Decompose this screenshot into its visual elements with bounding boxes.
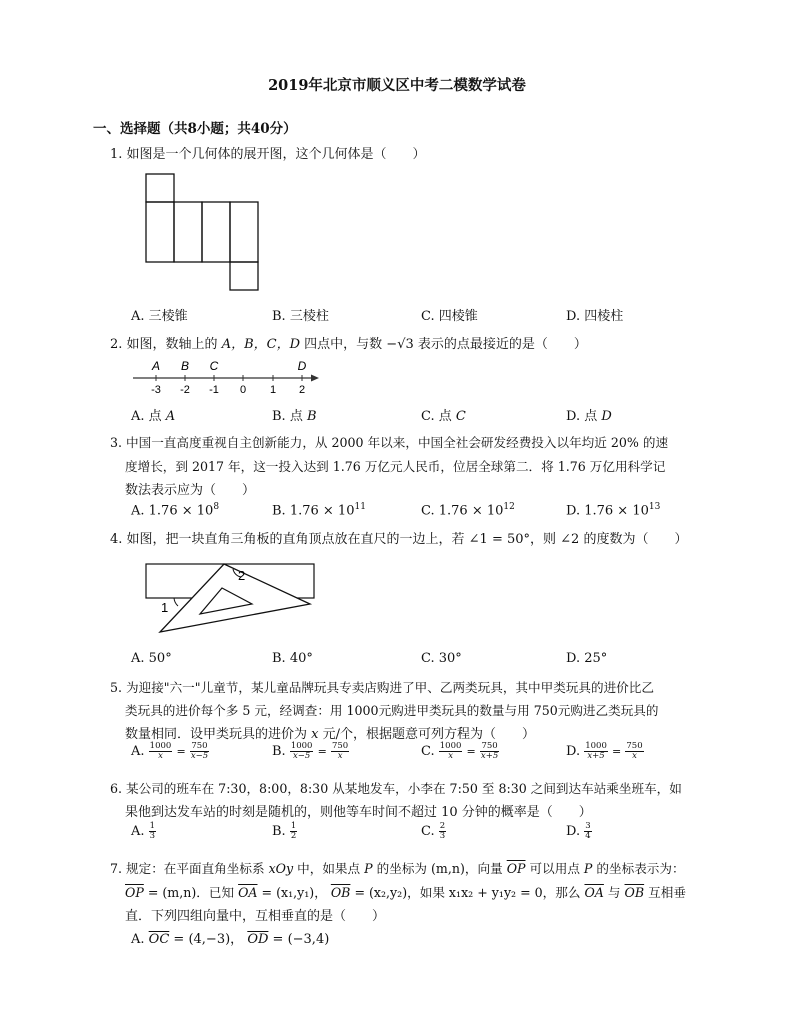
q7-line-3: 直．下列四组向量中，互相垂直的是（ ）	[125, 909, 386, 924]
q3-line-1: 3. 中国一直高度重视自主创新能力，从 2000 年以来，中国全社会研发经费投入以年均近 20% 的速	[110, 435, 669, 450]
q1-option-a[interactable]: A. 三棱锥	[131, 309, 188, 324]
axis-letter-a: A	[151, 359, 161, 373]
q6-c-num: 2	[439, 821, 446, 831]
q2-option-b[interactable]	[272, 405, 317, 424]
q5-option-d[interactable]: D. $\frac{1000}{x+5}$ = $\frac{750}{x}$	[566, 741, 643, 761]
q2-stem-number: −√3	[386, 337, 414, 352]
net-square-1	[146, 202, 174, 262]
q3-option-a-exp: 8	[213, 502, 220, 512]
q2-option-a-letter: A	[165, 409, 176, 424]
section-heading: 一、选择题（共8小题；共40分）	[93, 121, 297, 137]
q7-option-a-label: A.	[131, 932, 145, 947]
net-square-3	[202, 202, 230, 262]
net-square-4	[230, 202, 258, 262]
q7-l1-xoy: xOy	[268, 861, 294, 876]
axis-tick-2: 2	[298, 384, 306, 396]
q3-option-b-exp: 11	[354, 502, 366, 512]
q1-option-b[interactable]: B. 三棱柱	[272, 309, 329, 324]
q7-l1-text-e: 的坐标为	[376, 861, 427, 876]
q5-c-left-num: 1000	[439, 741, 462, 751]
q5-line-2: 类玩具的进价每个多 5 元，经调查：用 1000元购进甲类玩具的数量与用 750元购进乙类玩具的	[125, 703, 659, 718]
q4-stem: 4. 如图，把一块直角三角板的直角顶点放在直尺的一边上，若 ∠1 = 50°，则 ∠2 的度数为（ ）	[110, 532, 688, 547]
q5-c-right-den: x+5	[480, 751, 499, 761]
q4-option-d[interactable]: D. 25°	[566, 651, 608, 666]
q7-option-a-text-2: = (−3,4)	[272, 932, 330, 947]
q7-l1-p2: P	[583, 861, 593, 876]
q2-option-c[interactable]	[421, 405, 466, 424]
axis-tick-1: 1	[269, 384, 277, 396]
q2-option-b-prefix: B. 点	[272, 409, 303, 424]
q6-line-2: 果他到达发车站的时刻是随机的，则他等车时间不超过 10 分钟的概率是（ ）	[125, 805, 592, 820]
q5-option-d-label: D.	[566, 744, 581, 759]
q3-option-a-base: A. 1.76 × 10	[131, 503, 214, 519]
q6-a-num: 1	[149, 821, 156, 831]
q2-stem-text-1: 2. 如图，数轴上的	[110, 337, 218, 352]
q5-line-3-text-2: 元/个，根据题意可列方程为（ ）	[322, 727, 536, 742]
q3-option-b[interactable]	[272, 502, 366, 518]
q2-option-a-prefix: A. 点	[131, 409, 162, 424]
q5-c-left-den: x	[448, 751, 453, 761]
q6-option-b[interactable]	[272, 822, 297, 841]
q7-option-a-vec-oc: $\overline{OC}$	[148, 932, 170, 947]
axis-letter-b: B	[180, 359, 190, 373]
q3-option-c-base: C. 1.76 × 10	[421, 503, 504, 519]
angle-1-label: 1	[161, 600, 169, 615]
q7-l1-text-a: 7. 规定：在平面直角坐标系	[110, 861, 265, 876]
q7-l2-vec-oa2: $\overline{OA}$	[584, 885, 604, 900]
q2-option-b-letter: B	[306, 409, 317, 424]
q5-b-left-num: 1000	[290, 741, 313, 751]
q6-b-den: 2	[290, 831, 297, 841]
q5-line-1: 5. 为迎接"六一"儿童节，某儿童品牌玩具专卖店购进了甲、乙两类玩具，其中甲类玩具的进价比乙	[110, 680, 654, 695]
q6-d-den: 4	[585, 831, 591, 841]
q7-l2-vec-ob2: $\overline{OB}$	[624, 885, 645, 900]
q6-option-d[interactable]	[566, 822, 592, 841]
q5-a-right-num: 750	[191, 741, 208, 751]
q2-option-d-letter: D	[601, 409, 612, 424]
q7-option-a-vec-od: $\overline{OD}$	[247, 932, 269, 947]
q7-l1-text-k: 的坐标表示为：	[596, 861, 685, 876]
q2-stem-points: A，B，C，D	[221, 337, 300, 352]
q6-option-b-label: B.	[272, 824, 286, 839]
q6-c-den: 3	[439, 831, 446, 841]
q3-option-c-exp: 12	[503, 502, 515, 512]
q3-option-c[interactable]	[421, 502, 515, 518]
q6-d-num: 3	[585, 821, 591, 831]
q2-option-d[interactable]	[566, 405, 612, 424]
q7-l2-vec-oa: $\overline{OA}$	[238, 885, 258, 900]
q7-l1-text-i: 可以用点	[529, 861, 580, 876]
q5-b-right-den: x	[337, 751, 343, 761]
q5-d-left-num: 1000	[585, 741, 607, 751]
q6-a-den: 3	[149, 831, 156, 841]
q4-ruler-triangle-figure	[140, 560, 320, 640]
q6-option-c-label: C.	[421, 824, 435, 839]
q2-option-a[interactable]	[131, 405, 175, 424]
q5-c-right-num: 750	[481, 741, 498, 751]
q3-line-2: 度增长，到 2017 年，这一投入达到 1.76 万亿元人民币，位居全球第二．将 1.76 万亿用科学记	[125, 459, 666, 474]
q5-b-left-den: x−5	[292, 751, 311, 761]
q5-a-right-den: x−5	[190, 751, 209, 761]
q6-option-a[interactable]	[131, 822, 156, 841]
q7-line-2	[125, 882, 686, 901]
q7-l2-text-d: = (x₁,y₁)，	[261, 885, 327, 900]
axis-letter-d: D	[297, 359, 307, 373]
axis-letter-c: C	[209, 359, 219, 373]
q7-l1-text-g: ，向量	[464, 861, 503, 876]
q3-option-d[interactable]	[566, 502, 660, 518]
q5-option-a-label: A.	[131, 744, 145, 759]
q6-option-c[interactable]	[421, 822, 446, 841]
q5-option-c[interactable]: C. $\frac{1000}{x}$ = $\frac{750}{x+5}$	[421, 741, 499, 761]
q5-d-right-num: 750	[626, 741, 643, 751]
q7-l2-vec-ob: $\overline{OB}$	[330, 885, 351, 900]
q7-l2-text-f: = (x₂,y₂)，如果 x₁x₂ + y₁y₂ = 0，那么	[354, 885, 581, 900]
q7-l2-text-h: 与	[607, 885, 621, 900]
q1-option-d[interactable]: D. 四棱柱	[566, 309, 624, 324]
q2-number-line	[125, 356, 325, 398]
q7-l1-p: P	[364, 861, 373, 876]
net-square-top	[146, 174, 174, 202]
q5-line-3-text-1: 数量相同．设甲类玩具的进价为	[125, 727, 308, 742]
net-square-bottom	[230, 262, 258, 290]
q5-option-c-label: C.	[421, 744, 435, 759]
net-square-2	[174, 202, 202, 262]
q5-line-3	[125, 723, 535, 742]
q2-option-d-prefix: D. 点	[566, 409, 598, 424]
q4-option-a[interactable]: A. 50°	[131, 651, 172, 666]
q5-option-a[interactable]: A. $\frac{1000}{x}$ = $\frac{750}{x-5}$	[131, 741, 209, 761]
q6-b-num: 1	[290, 821, 297, 831]
q2-stem-text-2: 四点中，与数	[304, 337, 383, 352]
axis-tick-neg2: -2	[180, 384, 190, 396]
q3-option-d-base: D. 1.76 × 10	[566, 503, 649, 519]
q5-d-right-den: x	[632, 751, 637, 761]
q3-line-3: 数法表示应为（ ）	[125, 483, 256, 498]
q5-line-3-var: x	[311, 727, 319, 742]
q7-option-a-text-1: = (4,−3)，	[173, 932, 244, 947]
q6-line-1: 6. 某公司的班车在 7:30，8:00，8:30 从某地发车，小李在 7:50 至 8:30 之间到达车站乘坐班车，如	[110, 781, 682, 796]
q1-option-c[interactable]: C. 四棱锥	[421, 309, 478, 324]
q3-option-a[interactable]	[131, 502, 219, 518]
q7-l1-mn: (m,n)	[431, 861, 465, 876]
q2-option-c-prefix: C. 点	[421, 409, 452, 424]
q7-l1-text-c: 中，如果点	[297, 861, 361, 876]
q5-b-right-num: 750	[331, 741, 349, 751]
axis-tick-neg3: -3	[151, 384, 161, 396]
q2-stem	[110, 333, 587, 352]
q2-stem-text-3: 表示的点最接近的是（ ）	[417, 337, 587, 352]
q6-option-a-label: A.	[131, 824, 145, 839]
q6-option-d-label: D.	[566, 824, 581, 839]
q7-l2-text-j: 互相垂	[648, 885, 686, 900]
q7-line-1	[110, 858, 685, 877]
angle-2-label: 2	[238, 568, 246, 583]
q1-net-figure	[140, 172, 270, 292]
q1-stem: 1. 如图是一个几何体的展开图，这个几何体是（ ）	[110, 147, 426, 162]
q2-option-c-letter: C	[455, 409, 466, 424]
axis-tick-0: 0	[239, 384, 247, 396]
q5-a-left-den: x	[158, 751, 163, 761]
q7-option-a[interactable]	[131, 928, 329, 947]
q7-l1-vec-op: $\overline{OP}$	[506, 861, 526, 876]
q7-l2-text-b: = (m,n)．已知	[147, 885, 235, 900]
q3-option-d-exp: 13	[648, 502, 661, 512]
q5-option-b[interactable]: B. $\frac{1000}{x-5}$ = $\frac{750}{x}$	[272, 741, 349, 761]
q4-option-c[interactable]: C. 30°	[421, 651, 462, 666]
q3-option-b-base: B. 1.76 × 10	[272, 503, 355, 519]
q5-d-left-den: x+5	[587, 751, 605, 761]
q5-option-b-label: B.	[272, 744, 286, 759]
axis-tick-neg1: -1	[209, 384, 219, 396]
q5-a-left-num: 1000	[149, 741, 172, 751]
page-title: 2019年北京市顺义区中考二模数学试卷	[268, 77, 526, 94]
q4-option-b[interactable]: B. 40°	[272, 651, 313, 666]
q7-l2-vec-op: $\overline{OP}$	[125, 885, 144, 900]
